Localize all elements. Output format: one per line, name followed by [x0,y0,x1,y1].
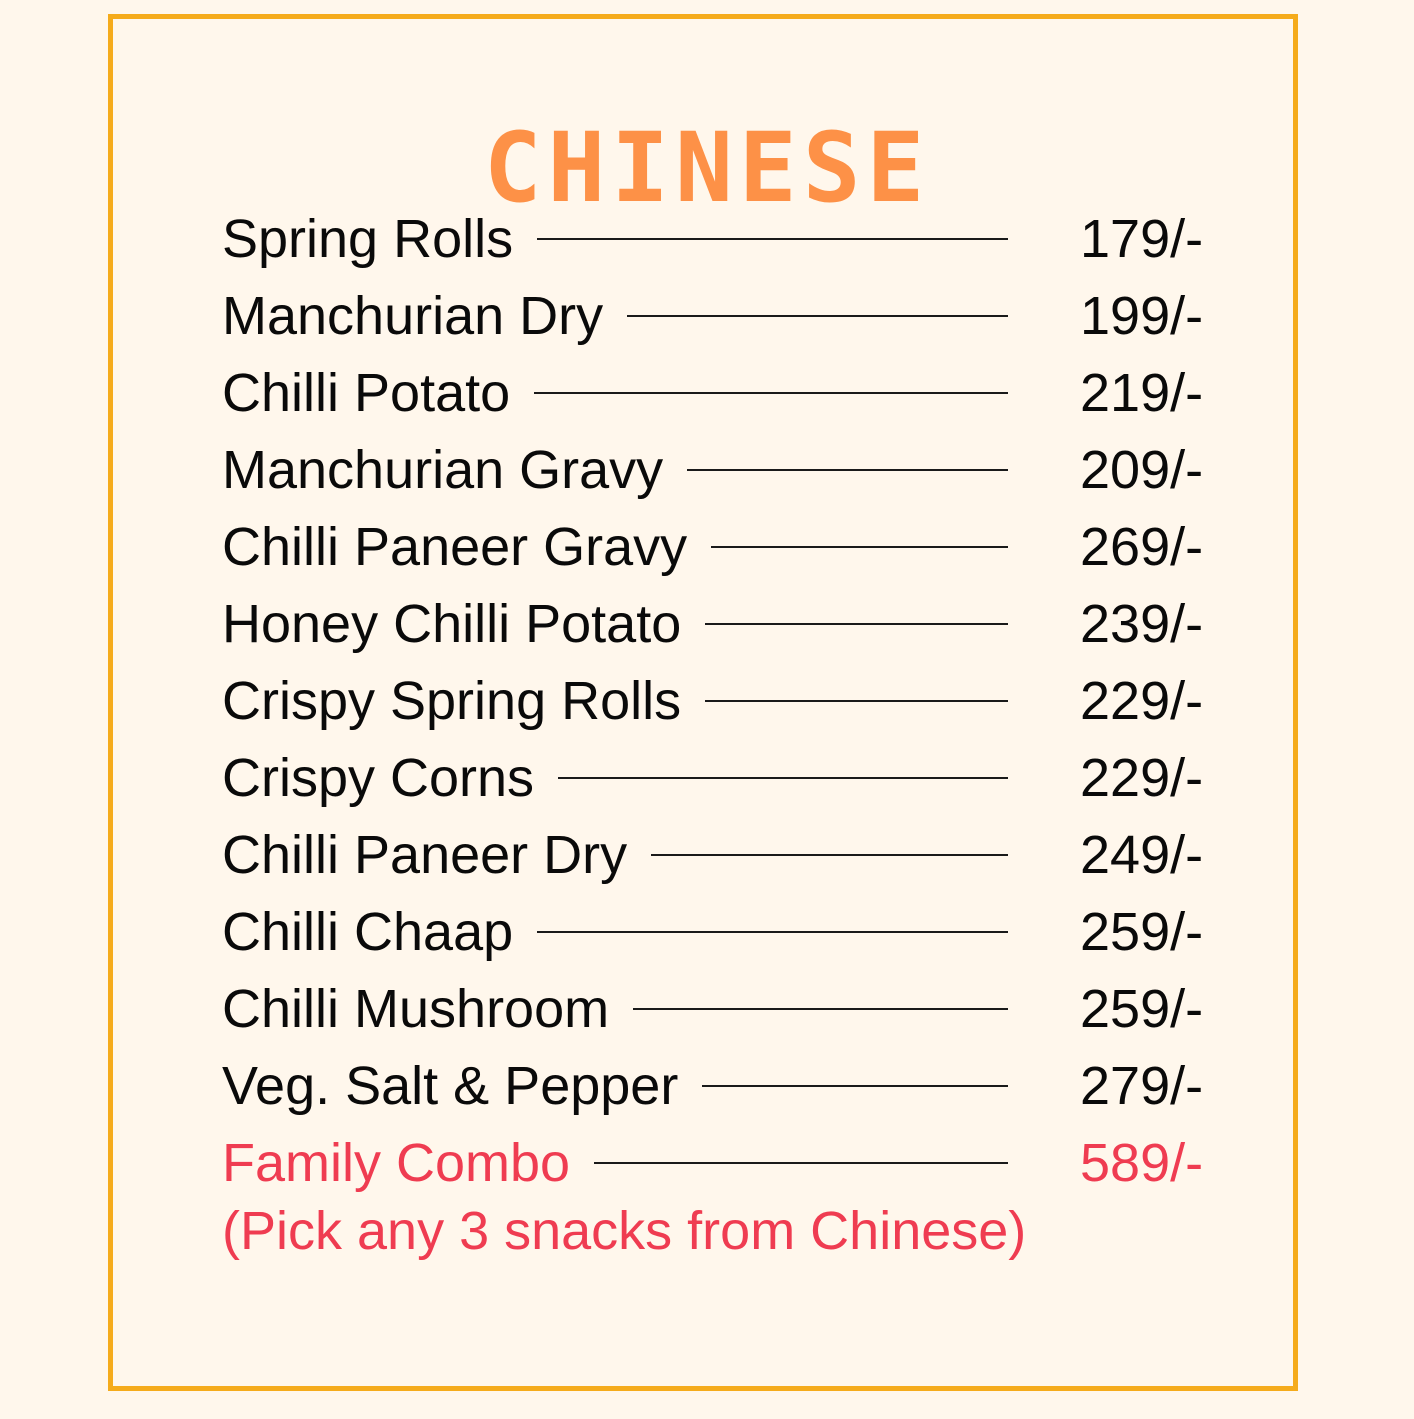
menu-item [222,1047,1232,1124]
leader-line [633,1008,1008,1010]
leader-line [687,469,1008,471]
menu-item-price: 179/- [1080,208,1204,269]
menu-item [222,970,1232,1047]
leader-line [705,623,1008,625]
leader-line [537,931,1008,933]
combo-name: Family Combo [222,1132,571,1193]
menu-item-name: Chilli Mushroom [222,978,610,1039]
leader-line [537,238,1008,240]
menu-item-price: 249/- [1080,824,1204,885]
menu-item [222,354,1232,431]
menu-list [222,200,1232,1201]
menu-item-price: 229/- [1080,670,1204,731]
menu-item-price: 219/- [1080,362,1204,423]
leader-line [651,854,1008,856]
leader-line [534,392,1008,394]
menu-item [222,662,1232,739]
menu-item [222,508,1232,585]
menu-item [222,816,1232,893]
leader-line [711,546,1008,548]
menu-item-name: Manchurian Gravy [222,439,664,500]
menu-item-name: Chilli Paneer Dry [222,824,628,885]
combo-price: 589/- [1080,1132,1204,1193]
menu-item-name: Spring Rolls [222,208,514,269]
menu-item-price: 199/- [1080,285,1204,346]
menu-item-price: 269/- [1080,516,1204,577]
menu-item-name: Honey Chilli Potato [222,593,682,654]
menu-item [222,200,1232,277]
menu-item-name: Chilli Potato [222,362,511,423]
menu-item [222,893,1232,970]
menu-item-price: 239/- [1080,593,1204,654]
menu-item-name: Veg. Salt & Pepper [222,1055,679,1116]
leader-line [558,777,1008,779]
combo-note: (Pick any 3 snacks from Chinese) [222,1201,1027,1261]
leader-line [702,1085,1008,1087]
menu-item [222,585,1232,662]
menu-item-price: 279/- [1080,1055,1204,1116]
menu-item [222,739,1232,816]
combo-item [222,1124,1232,1201]
menu-title: CHINESE [483,112,931,225]
menu-item-price: 259/- [1080,978,1204,1039]
menu-item-name: Crispy Spring Rolls [222,670,682,731]
menu-item-name: Chilli Chaap [222,901,514,962]
menu-item-price: 259/- [1080,901,1204,962]
menu-item-price: 209/- [1080,439,1204,500]
leader-line [627,315,1008,317]
menu-item-name: Chilli Paneer Gravy [222,516,688,577]
menu-item [222,277,1232,354]
leader-line [705,700,1008,702]
menu-item-name: Crispy Corns [222,747,535,808]
menu-item-price: 229/- [1080,747,1204,808]
menu-item-name: Manchurian Dry [222,285,604,346]
leader-line [594,1162,1008,1164]
menu-item [222,431,1232,508]
